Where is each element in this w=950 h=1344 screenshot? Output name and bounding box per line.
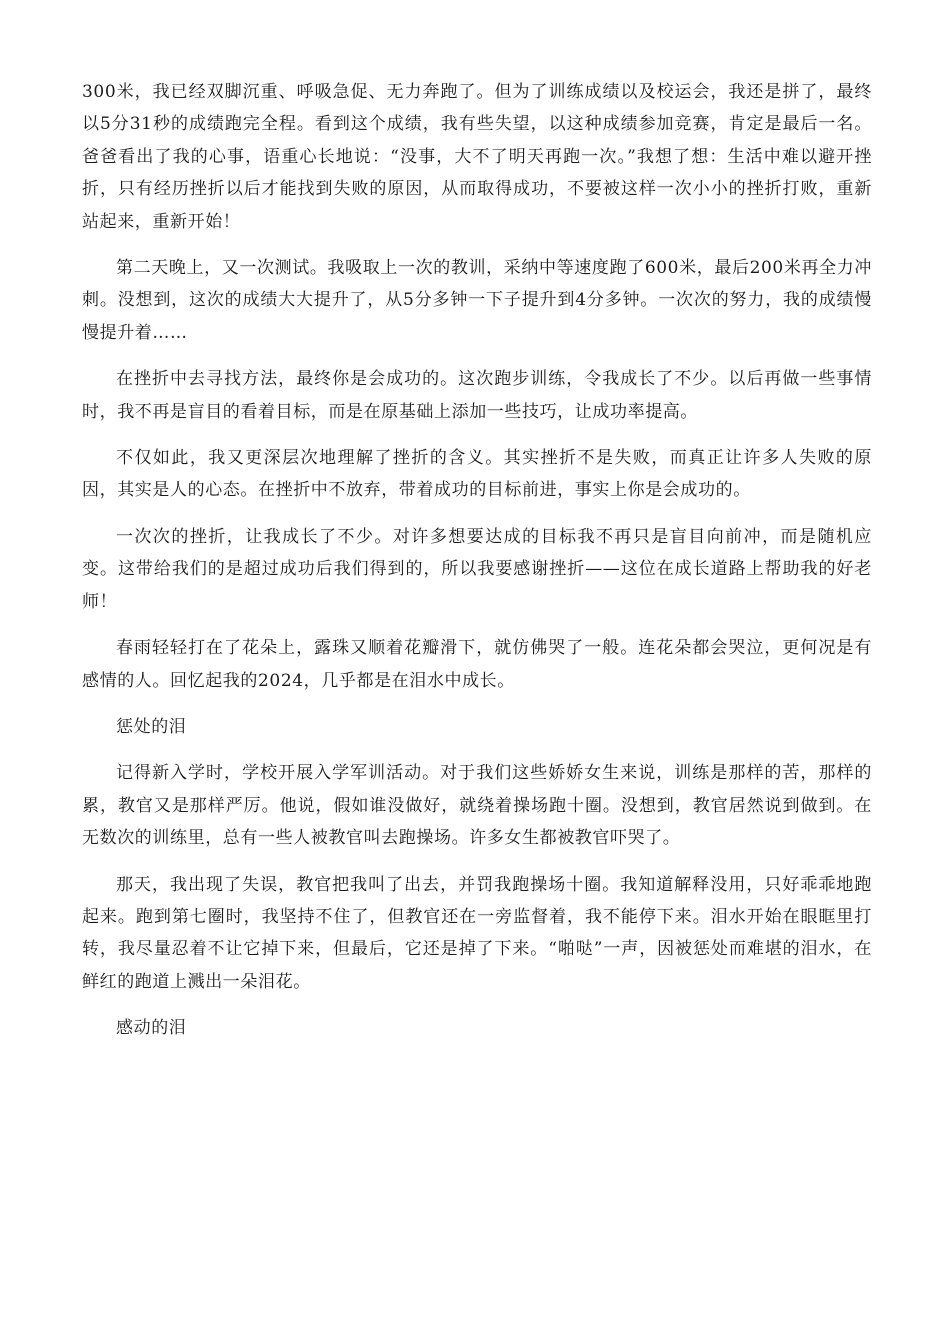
- paragraph-5: 一次次的挫折，让我成长了不少。对许多想要达成的目标我不再只是盲目向前冲，而是随机应变。这带给我们的是超过成功后我们得到的，所以我要感谢挫折——这位在成长道路上帮助我的好老师！: [82, 526, 872, 612]
- section-heading-punishment-tears: 惩处的泪: [116, 716, 187, 737]
- paragraph-2: 第二天晚上，又一次测试。我吸取上一次的教训，采纳中等速度跑了600米，最后200米再全力冲刺。没想到，这次的成绩大大提升了，从5分多钟一下子提升到4分多钟。一次次的努力，我的成绩慢慢提升着……: [82, 258, 872, 343]
- document-page: [82, 76, 872, 1059]
- paragraph-3: 在挫折中去寻找方法，最终你是会成功的。这次跑步训练，令我成长了不少。以后再做一些事情时，我不再是盲目的看着目标，而是在原基础上添加一些技巧，让成功率提高。: [82, 369, 872, 422]
- paragraph-8: 那天，我出现了失误，教官把我叫了出去，并罚我跑操场十圈。我知道解释没用，只好乖乖地跑起来。跑到第七圈时，我坚持不住了，但教官还在一旁监督着，我不能停下来。泪水开始在眼眶里打转，我尽量忍着不让它掉下来，但最后，它还是掉了下来。“啪哒”一声，因被惩处而难堪的泪水，在鲜红的跑道上溅出一朵泪花。: [82, 874, 872, 992]
- paragraph-1: 300米，我已经双脚沉重、呼吸急促、无力奔跑了。但为了训练成绩以及校运会，我还是拼了，最终以5分31秒的成绩跑完全程。看到这个成绩，我有些失望，以这种成绩参加竞赛，肯定是最后一名。爸爸看出了我的心事，语重心长地说：“没事，大不了明天再跑一次。”我想了想：生活中难以避开挫折，只有经历挫折以后才能找到失败的原因，从而取得成功，不要被这样一次小小的挫折打败，重新站起来，重新开始！: [82, 82, 872, 232]
- paragraph-7: 记得新入学时，学校开展入学军训活动。对于我们这些娇娇女生来说，训练是那样的苦，那样的累，教官又是那样严厉。他说，假如谁没做好，就绕着操场跑十圈。没想到，教官居然说到做到。在无数次的训练里，总有一些人被教官叫去跑操场。许多女生都被教官吓哭了。: [82, 763, 872, 849]
- paragraph-6: 春雨轻轻打在了花朵上，露珠又顺着花瓣滑下，就仿佛哭了一般。连花朵都会哭泣，更何况是有感情的人。回忆起我的2024，几乎都是在泪水中成长。: [82, 638, 872, 691]
- section-heading-touched-tears: 感动的泪: [116, 1018, 187, 1039]
- paragraph-4: 不仅如此，我又更深层次地理解了挫折的含义。其实挫折不是失败，而真正让许多人失败的原因，其实是人的心态。在挫折中不放弃，带着成功的目标前进，事实上你是会成功的。: [82, 448, 872, 501]
